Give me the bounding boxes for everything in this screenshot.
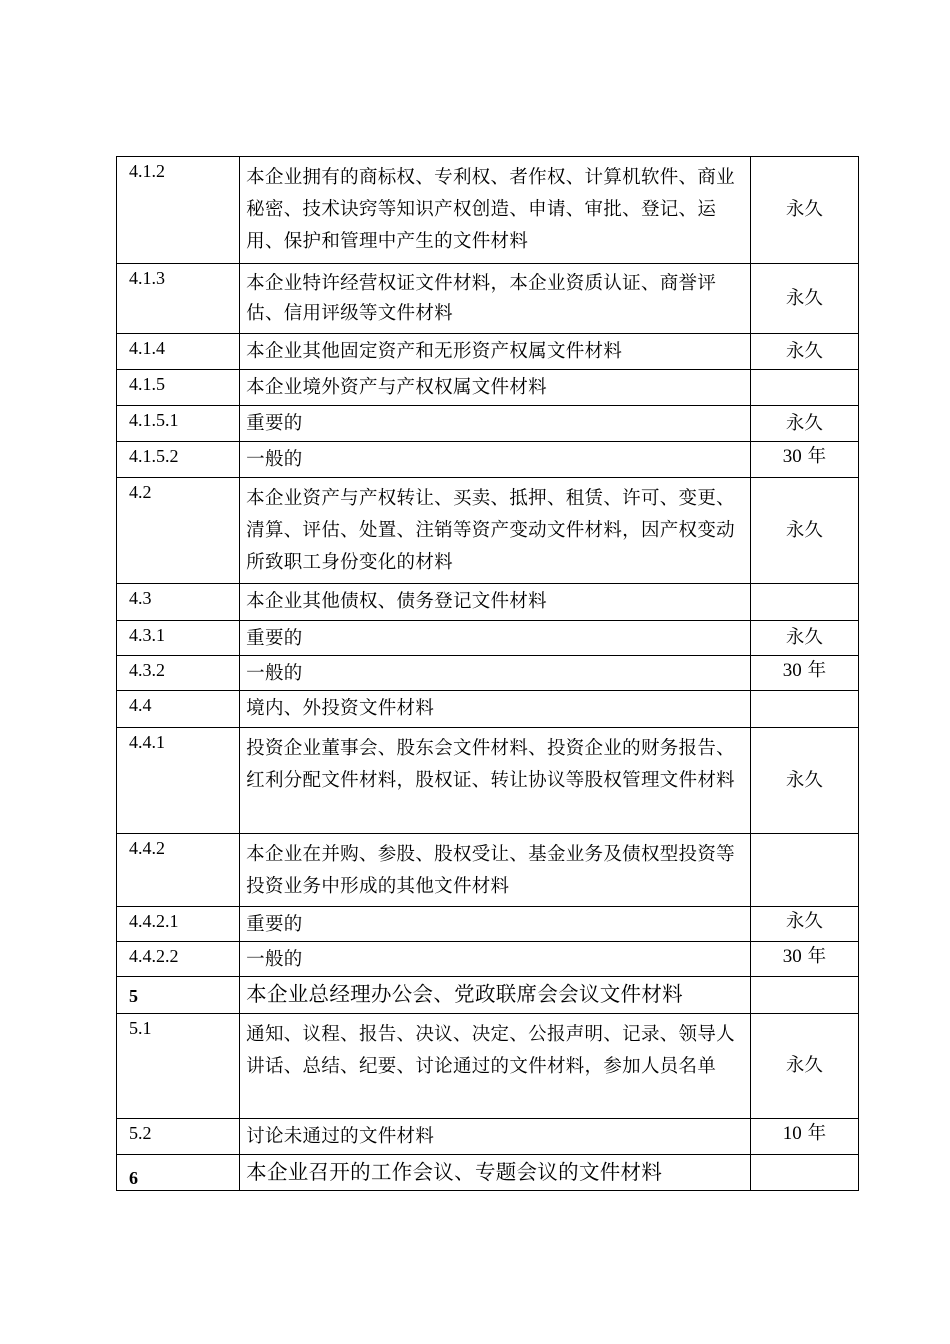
- retention-period: 永久: [750, 621, 858, 656]
- item-content: 重要的: [240, 621, 751, 656]
- item-code: 4.4.1: [117, 728, 240, 834]
- retention-period: [750, 370, 858, 406]
- retention-period: 永久: [750, 334, 858, 370]
- item-code: 4.3.1: [117, 621, 240, 656]
- item-code: 4.1.5.2: [117, 442, 240, 478]
- table-row: [117, 1119, 859, 1155]
- table-row: [117, 584, 859, 621]
- retention-period: 永久: [750, 478, 858, 584]
- item-code: 6: [117, 1155, 240, 1191]
- table-row: [117, 907, 859, 942]
- table-row: [117, 977, 859, 1014]
- item-content: 一般的: [240, 656, 751, 691]
- table-row: [117, 942, 859, 977]
- item-code: 4.4: [117, 691, 240, 728]
- item-code: 4.4.2.2: [117, 942, 240, 977]
- table-row: [117, 370, 859, 406]
- item-content: 本企业召开的工作会议、专题会议的文件材料: [240, 1155, 751, 1191]
- item-content: 一般的: [240, 942, 751, 977]
- retention-period: 永久: [750, 907, 858, 942]
- item-code: 4.2: [117, 478, 240, 584]
- table-row: [117, 334, 859, 370]
- item-code: 4.1.2: [117, 157, 240, 264]
- table-row: [117, 834, 859, 907]
- retention-period: [750, 584, 858, 621]
- retention-schedule-table: [116, 156, 859, 1191]
- retention-period: 30 年: [750, 942, 858, 977]
- item-content: 本企业其他债权、债务登记文件材料: [240, 584, 751, 621]
- item-content: 讨论未通过的文件材料: [240, 1119, 751, 1155]
- retention-period: 永久: [750, 1014, 858, 1119]
- item-content: 一般的: [240, 442, 751, 478]
- item-code: 5.1: [117, 1014, 240, 1119]
- item-code: 4.1.5.1: [117, 406, 240, 442]
- table-row: [117, 728, 859, 834]
- item-code: 4.1.3: [117, 264, 240, 334]
- item-content: 本企业总经理办公会、党政联席会会议文件材料: [240, 977, 751, 1014]
- item-content: 本企业在并购、参股、股权受让、基金业务及债权型投资等投资业务中形成的其他文件材料: [240, 834, 751, 907]
- item-code: 5.2: [117, 1119, 240, 1155]
- retention-period: 30 年: [750, 442, 858, 478]
- table-row: [117, 406, 859, 442]
- item-content: 本企业资产与产权转让、买卖、抵押、租赁、许可、变更、清算、评估、处置、注销等资产变动文件材料，因产权变动所致职工身份变化的材料: [240, 478, 751, 584]
- table-row: [117, 442, 859, 478]
- item-code: 4.3: [117, 584, 240, 621]
- item-code: 4.1.4: [117, 334, 240, 370]
- item-code: 4.1.5: [117, 370, 240, 406]
- table-row: [117, 264, 859, 334]
- retention-period: 永久: [750, 406, 858, 442]
- retention-period: 永久: [750, 157, 858, 264]
- retention-period: [750, 1155, 858, 1191]
- item-content: 重要的: [240, 907, 751, 942]
- retention-period: 10 年: [750, 1119, 858, 1155]
- item-content: 境内、外投资文件材料: [240, 691, 751, 728]
- item-code: 5: [117, 977, 240, 1014]
- table-row: [117, 157, 859, 264]
- item-code: 4.3.2: [117, 656, 240, 691]
- item-code: 4.4.2: [117, 834, 240, 907]
- retention-period: [750, 691, 858, 728]
- table-row: [117, 621, 859, 656]
- table-row: [117, 656, 859, 691]
- retention-period: [750, 834, 858, 907]
- item-content: 重要的: [240, 406, 751, 442]
- table-row: [117, 691, 859, 728]
- item-content: 投资企业董事会、股东会文件材料、投资企业的财务报告、红利分配文件材料，股权证、转让协议等股权管理文件材料: [240, 728, 751, 834]
- retention-period: 30 年: [750, 656, 858, 691]
- item-content: 本企业特许经营权证文件材料，本企业资质认证、商誉评估、信用评级等文件材料: [240, 264, 751, 334]
- retention-period: 永久: [750, 728, 858, 834]
- retention-period: 永久: [750, 264, 858, 334]
- retention-period: [750, 977, 858, 1014]
- item-content: 通知、议程、报告、决议、决定、公报声明、记录、领导人讲话、总结、纪要、讨论通过的文件材料，参加人员名单: [240, 1014, 751, 1119]
- table-row: [117, 1014, 859, 1119]
- item-content: 本企业拥有的商标权、专利权、者作权、计算机软件、商业秘密、技术诀窍等知识产权创造、申请、审批、登记、运用、保护和管理中产生的文件材料: [240, 157, 751, 264]
- table-row: [117, 1155, 859, 1191]
- item-code: 4.4.2.1: [117, 907, 240, 942]
- item-content: 本企业其他固定资产和无形资产权属文件材料: [240, 334, 751, 370]
- table-row: [117, 478, 859, 584]
- item-content: 本企业境外资产与产权权属文件材料: [240, 370, 751, 406]
